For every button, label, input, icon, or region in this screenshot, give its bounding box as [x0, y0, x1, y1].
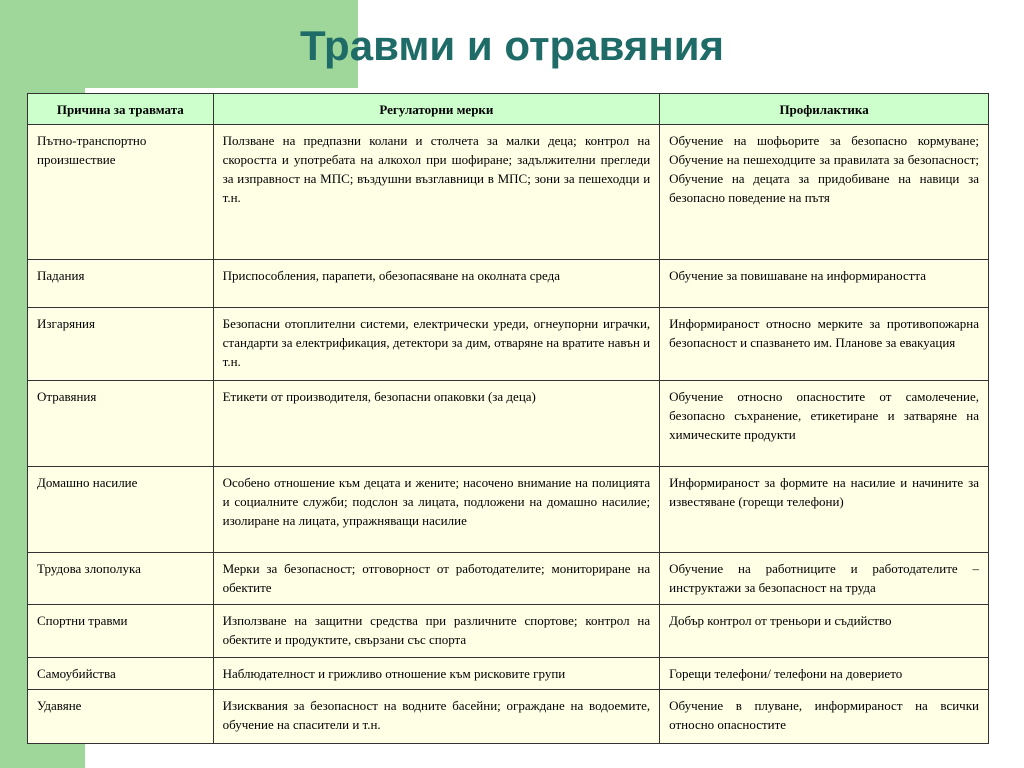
- cell-measures: Особено отношение към децата и жените; насочено внимание на полицията и социалните служби; подслон за лицата, подложени на домашно насилие; изолиране на лицата, упражняващи насилие: [213, 467, 660, 553]
- header-prevention: Профилактика: [660, 94, 989, 125]
- table-row: [28, 125, 989, 260]
- cell-measures: Мерки за безопасност; отговорност от работодателите; мониториране на обектите: [213, 553, 660, 605]
- cell-measures: Ползване на предпазни колани и столчета за малки деца; контрол на скоростта и употребата на алкохол при шофиране; задължителни прегледи за изправност на МПС; въздушни възглавници в МПС; зони за пешеходци и т.н.: [213, 125, 660, 260]
- header-regulatory-measures: Регулаторни мерки: [213, 94, 660, 125]
- cell-prevention: Обучение в плуване, информираност на всички относно опасностите: [660, 690, 989, 744]
- cell-measures: Използване на защитни средства при различните спортове; контрол на обектите и продуктите, свързани със спорта: [213, 605, 660, 658]
- table-row: [28, 605, 989, 658]
- table-row: [28, 308, 989, 381]
- cell-cause: Спортни травми: [28, 605, 214, 658]
- cell-prevention: Обучение относно опасностите от самолечение, безопасно съхранение, етикетиране и затваряне на химическите продукти: [660, 381, 989, 467]
- cell-cause: Домашно насилие: [28, 467, 214, 553]
- cell-cause: Изгаряния: [28, 308, 214, 381]
- cell-prevention: Горещи телефони/ телефони на доверието: [660, 658, 989, 690]
- table-row: [28, 690, 989, 744]
- cell-cause: Пътно-транспортно произшествие: [28, 125, 214, 260]
- cell-measures: Наблюдателност и грижливо отношение към рисковите групи: [213, 658, 660, 690]
- table-row: [28, 381, 989, 467]
- cell-cause: Трудова злополука: [28, 553, 214, 605]
- table-row: [28, 260, 989, 308]
- cell-cause: Удавяне: [28, 690, 214, 744]
- cell-measures: Приспособления, парапети, обезопасяване на околната среда: [213, 260, 660, 308]
- table-header-row: [28, 94, 989, 125]
- cell-prevention: Обучение за повишаване на информираността: [660, 260, 989, 308]
- cell-prevention: Обучение на работниците и работодателите – инструктажи за безопасност на труда: [660, 553, 989, 605]
- cell-cause: Самоубийства: [28, 658, 214, 690]
- cell-cause: Падания: [28, 260, 214, 308]
- cell-prevention: Информираност за формите на насилие и начините за известяване (горещи телефони): [660, 467, 989, 553]
- table-row: [28, 658, 989, 690]
- injury-table: [27, 93, 989, 744]
- header-cause: Причина за травмата: [28, 94, 214, 125]
- cell-prevention: Добър контрол от треньори и съдийство: [660, 605, 989, 658]
- cell-prevention: Обучение на шофьорите за безопасно кормуване; Обучение на пешеходците за правилата за безопасност; Обучение на децата за придобиване на навици за безопасно поведение на пътя: [660, 125, 989, 260]
- table-row: [28, 467, 989, 553]
- cell-prevention: Информираност относно мерките за противопожарна безопасност и спазването им. Планове за евакуация: [660, 308, 989, 381]
- cell-cause: Отравяния: [28, 381, 214, 467]
- cell-measures: Безопасни отоплителни системи, електрически уреди, огнеупорни играчки, стандарти за електрификация, детектори за дим, отваряне на вратите навън и т.н.: [213, 308, 660, 381]
- cell-measures: Изисквания за безопасност на водните басейни; ограждане на водоемите, обучение на спасители и т.н.: [213, 690, 660, 744]
- table-row: [28, 553, 989, 605]
- cell-measures: Етикети от производителя, безопасни опаковки (за деца): [213, 381, 660, 467]
- slide-title: Травми и отравяния: [300, 22, 725, 69]
